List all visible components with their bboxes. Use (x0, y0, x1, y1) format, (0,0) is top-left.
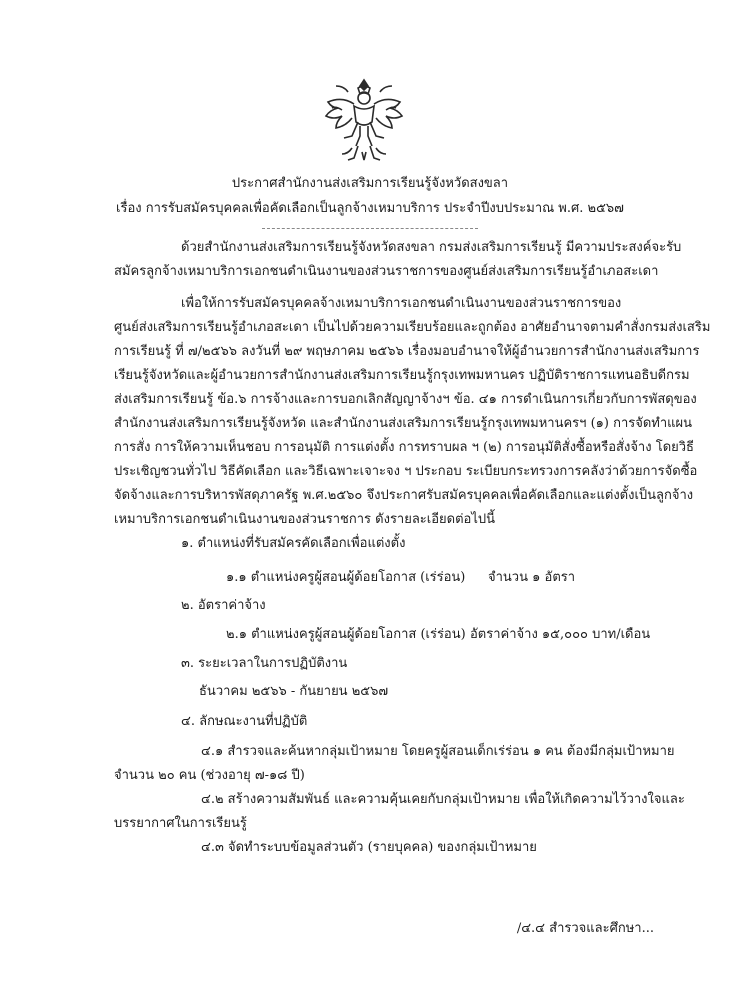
position-item: ๑.๑ ตำแหน่งครูผู้สอนผู้ด้อยโอกาส (เร่ร่อน) (226, 570, 466, 585)
body-line: เพื่อให้การรับสมัครบุคคลจ้างเหมาบริการเอกชนดำเนินงานของส่วนราชการของ (181, 296, 622, 311)
section-heading: ๔. ลักษณะงานที่ปฏิบัติ (181, 714, 308, 729)
wage-item: ๒.๑ ตำแหน่งครูผู้สอนผู้ด้อยโอกาส (เร่ร่อน) (226, 627, 466, 642)
body-line: ศูนย์ส่งเสริมการเรียนรู้อำเภอสะเดา เป็นไปด้วยความเรียบร้อยและถูกต้อง อาศัยอำนาจตามคำสั่งกรมส่งเสริม (114, 320, 711, 335)
body-line: สำนักงานส่งเสริมการเรียนรู้จังหวัด และสำนักงานส่งเสริมการเรียนรู้กรุงเทพมหานครฯ (๑) การจัดทำแผน (114, 416, 693, 431)
announcement-title: ประกาศสำนักงานส่งเสริมการเรียนรู้จังหวัดสงขลา (231, 176, 509, 191)
duty-item: ๔.๓ จัดทำระบบข้อมูลส่วนตัว (รายบุคคล) ของกลุ่มเป้าหมาย (201, 840, 537, 855)
duty-item: ๔.๒ สร้างความสัมพันธ์ และความคุ้นเคยกับกลุ่มเป้าหมาย เพื่อให้เกิดความไว้วางใจและ (201, 792, 685, 807)
body-line: การสั่ง การให้ความเห็นชอบ การอนุมัติ การแต่งตั้ง การทราบผล ฯ (๒) การอนุมัติสั่งซื้อหรือสั่งจ้าง โดยวิธี (114, 440, 694, 455)
intro-line: ด้วยสำนักงานส่งเสริมการเรียนรู้จังหวัดสงขลา กรมส่งเสริมการเรียนรู้ มีความประสงค์จะรับ (181, 240, 682, 255)
continuation-note: /๔.๔ สำรวจและศึกษา... (516, 921, 654, 936)
duty-item: ๔.๑ สำรวจและค้นหากลุ่มเป้าหมาย โดยครูผู้สอนเด็กเร่ร่อน ๑ คน ต้องมีกลุ่มเป้าหมาย (201, 744, 675, 759)
duty-item-continued: บรรยากาศในการเรียนรู้ (114, 816, 247, 831)
body-line: ส่งเสริมการเรียนรู้ ข้อ.๖ การจ้างและการบอกเลิกสัญญาจ้างฯ ข้อ. ๔๑ การดำเนินการเกี่ยวกับการพัสดุของ (114, 392, 697, 407)
title-divider (262, 228, 478, 229)
duty-item-continued: จำนวน ๒๐ คน (ช่วงอายุ ๗-๑๘ ปี) (114, 768, 305, 783)
body-line: การเรียนรู้ ที่ ๗/๒๕๖๖ ลงวันที่ ๒๙ พฤษภาคม ๒๕๖๖ เรื่องมอบอำนาจให้ผู้อำนวยการสำนักงานส่งเสริมการ (114, 344, 700, 359)
period-range: ธันวาคม ๒๕๖๖ - กันยายน ๒๕๖๗ (199, 684, 389, 699)
section-heading: ๑. ตำแหน่งที่รับสมัครคัดเลือกเพื่อแต่งตั้ง (181, 536, 406, 551)
body-line: จัดจ้างและการบริหารพัสดุภาครัฐ พ.ศ.๒๕๖๐ จึงประกาศรับสมัครบุคคลเพื่อคัดเลือกและแต่งตั้งเป็นลูกจ้าง (114, 488, 694, 503)
intro-line: สมัครลูกจ้างเหมาบริการเอกชนดำเนินงานของส่วนราชการของศูนย์ส่งเสริมการเรียนรู้อำเภอสะเดา (114, 264, 659, 279)
wage-amount: อัตราค่าจ้าง ๑๕,๐๐๐ บาท/เดือน (470, 627, 651, 642)
garuda-emblem-icon (318, 74, 410, 166)
section-heading: ๒. อัตราค่าจ้าง (181, 598, 266, 613)
section-heading: ๓. ระยะเวลาในการปฏิบัติงาน (181, 656, 348, 671)
position-count: จำนวน ๑ อัตรา (488, 570, 576, 585)
body-line: ประเชิญชวนทั่วไป วิธีคัดเลือก และวิธีเฉพาะเจาะจง ฯ ประกอบ ระเบียบกระทรวงการคลังว่าด้วยการจัดซื้อ (114, 464, 698, 479)
announcement-subject: เรื่อง การรับสมัครบุคคลเพื่อคัดเลือกเป็นลูกจ้างเหมาบริการ ประจำปีงบประมาณ พ.ศ. ๒๕๖๗ (116, 201, 624, 216)
body-line: เรียนรู้จังหวัดและผู้อำนวยการสำนักงานส่งเสริมการเรียนรู้กรุงเทพมหานคร ปฏิบัติราชการแทนอธิบดีกรม (114, 368, 690, 383)
body-line: เหมาบริการเอกชนดำเนินงานของส่วนราชการ ดังรายละเอียดต่อไปนี้ (114, 512, 496, 527)
